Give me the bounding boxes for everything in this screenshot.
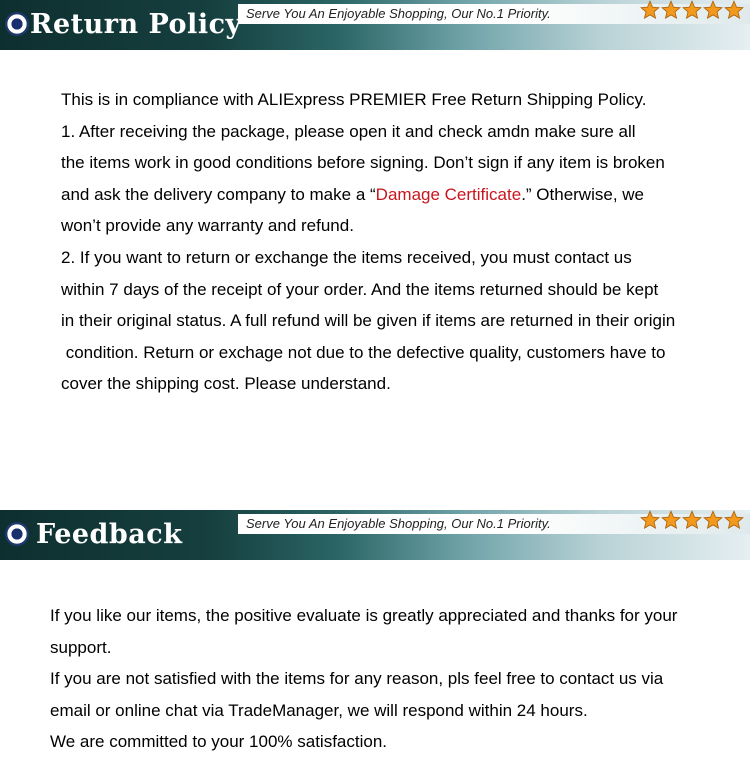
policy-line: condition. Return or exchage not due to the defective quality, customers have to (61, 342, 666, 362)
star-icon (703, 510, 723, 530)
star-icon (640, 510, 660, 530)
feedback-line: support. (50, 637, 112, 657)
return-policy-title: Return Policy (30, 9, 242, 40)
policy-line: the items work in good conditions before signing. Don’t sign if any item is broken (61, 153, 665, 173)
feedback-line: We are committed to your 100% satisfaction. (50, 732, 388, 752)
star-icon (724, 510, 744, 530)
star-icon (724, 0, 744, 20)
policy-text-fragment: .” Otherwise, we (521, 184, 644, 204)
damage-certificate-highlight: Damage Certificate (375, 184, 522, 204)
star-icon (661, 0, 681, 20)
policy-line: 2. If you want to return or exchange the items received, you must contact us (61, 247, 632, 267)
policy-text-fragment: and ask the delivery company to make a “ (61, 184, 376, 204)
feedback-title: Feedback (36, 519, 183, 550)
bullet-icon (5, 522, 29, 546)
return-policy-text (61, 84, 675, 400)
return-policy-banner (0, 0, 750, 50)
star-icon (682, 0, 702, 20)
rating-stars (640, 510, 744, 530)
feedback-line: If you like our items, the positive evaluate is greatly appreciated and thanks for your (50, 606, 678, 625)
policy-line: 1. After receiving the package, please open it and check amdn make sure all (61, 121, 636, 141)
star-icon (640, 0, 660, 20)
policy-line (61, 179, 675, 211)
star-icon (661, 510, 681, 530)
feedback-banner (0, 510, 750, 560)
policy-line: won’t provide any warranty and refund. (61, 216, 354, 236)
policy-line: cover the shipping cost. Please understand. (61, 374, 391, 394)
feedback-line: If you are not satisfied with the items for any reason, pls feel free to contact us via (50, 669, 664, 689)
feedback-tagline: Serve You An Enjoyable Shopping, Our No.1 Priority. (246, 516, 551, 531)
rating-stars (640, 0, 744, 20)
policy-line: This is in compliance with ALIExpress PREMIER Free Return Shipping Policy. (61, 90, 647, 109)
star-icon (682, 510, 702, 530)
policy-line: within 7 days of the receipt of your order. And the items returned should be kept (61, 279, 659, 299)
policy-line: in their original status. A full refund will be given if items are returned in their origin (61, 311, 676, 331)
bullet-icon (5, 12, 29, 36)
feedback-text (50, 600, 677, 758)
star-icon (703, 0, 723, 20)
feedback-line: email or online chat via TradeManager, we will respond within 24 hours. (50, 700, 588, 720)
return-policy-tagline: Serve You An Enjoyable Shopping, Our No.1 Priority. (246, 6, 551, 21)
